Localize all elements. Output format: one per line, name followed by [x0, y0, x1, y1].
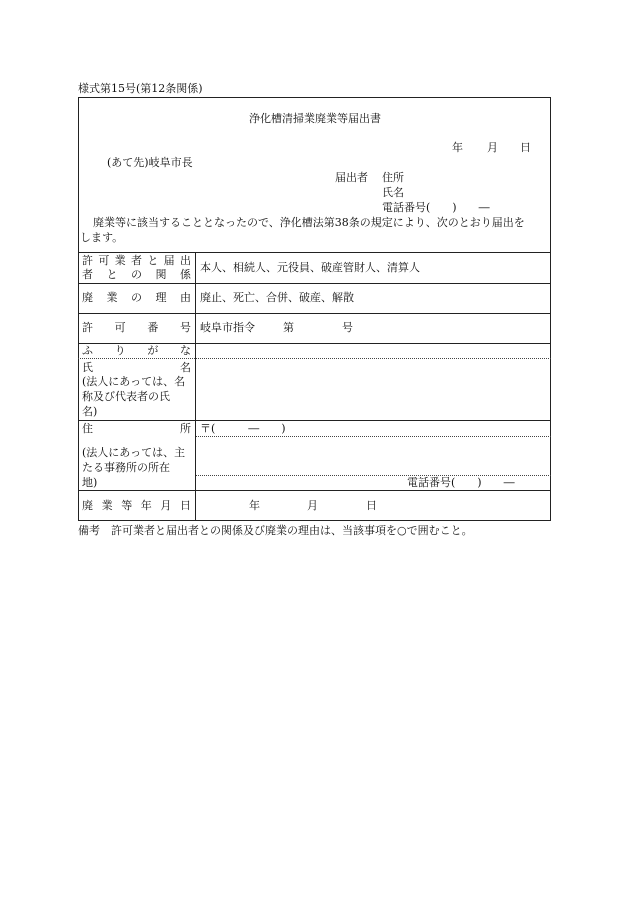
- relation-value: 本人、相続人、元役員、破産管財人、清算人: [200, 261, 420, 274]
- relation-label-line1-char: 許: [82, 254, 93, 267]
- date-label-char: 日: [179, 499, 191, 512]
- permit-label-char: 可: [114, 321, 126, 334]
- furigana-label: [82, 344, 191, 358]
- relation-label-line1-char: 届: [163, 254, 175, 267]
- applicant-phone-label: 電話番号( ) ―: [382, 201, 490, 214]
- date-label-char: 年: [140, 499, 152, 512]
- row-divider-name: [78, 420, 551, 421]
- name-field[interactable]: [200, 362, 545, 416]
- furigana-label-char: が: [147, 344, 159, 357]
- date-label-char: 等: [121, 499, 133, 512]
- relation-label-line2-char: の: [131, 268, 142, 281]
- remark-text: 備考 許可業者と届出者との関係及び廃業の理由は、当該事項を○で囲むこと。: [78, 524, 473, 537]
- name-label-sub2: 称及び代表者の氏: [82, 390, 170, 403]
- body-text-line2: します。: [80, 231, 124, 244]
- address-label: [82, 422, 191, 436]
- relation-label-line2-char: と: [106, 268, 118, 281]
- furigana-label-char: り: [114, 344, 126, 357]
- closure-date-day: 日: [366, 499, 377, 512]
- addressee: (あて先)岐阜市長: [107, 156, 193, 169]
- relation-label-line1-char: 業: [114, 254, 126, 267]
- relation-label-line1-char: と: [147, 254, 159, 267]
- permit-go: 号: [342, 321, 353, 334]
- reason-label-char: 業: [106, 291, 118, 304]
- furigana-label-char: な: [179, 344, 191, 357]
- applicant-address-label: 住所: [382, 171, 404, 184]
- reason-label-char: の: [131, 291, 142, 304]
- form-title: 浄化槽清掃業廃業等届出書: [249, 112, 381, 125]
- permit-label-char: 許: [82, 321, 93, 334]
- relation-label-line1-char: 可: [98, 254, 110, 267]
- applicant-name-label: 氏名: [382, 186, 404, 199]
- form-number: 様式第15号(第12条関係): [78, 82, 203, 95]
- closure-date-year: 年: [249, 499, 260, 512]
- furigana-field[interactable]: [200, 344, 545, 358]
- name-label-char: 氏: [82, 361, 93, 374]
- reason-value: 廃止、死亡、合併、破産、解散: [200, 291, 354, 304]
- permit-prefix: 岐阜市指令: [200, 321, 255, 334]
- address-label-sub1: (法人にあっては、主: [82, 446, 186, 459]
- applicant-label: 届出者: [335, 171, 368, 184]
- name-label: [82, 361, 191, 375]
- permit-dai: 第: [283, 321, 294, 334]
- closure-date-label: [82, 499, 191, 513]
- address-label-char: 所: [180, 422, 191, 435]
- label-column-divider: [195, 252, 196, 521]
- reason-label-char: 由: [180, 291, 191, 304]
- reason-label: [82, 291, 191, 305]
- relation-label-line1-char: 者: [130, 254, 142, 267]
- body-text-line1: 廃業等に該当することとなったので、浄化槽法第38条の規定により、次のとおり届出を: [93, 216, 525, 229]
- date-label-char: 廃: [82, 499, 93, 512]
- reason-label-char: 廃: [82, 291, 93, 304]
- relation-label-line1-char: 出: [179, 254, 191, 267]
- date-day-label: 日: [520, 141, 531, 154]
- name-label-char: 名: [180, 361, 191, 374]
- relation-label: [82, 254, 191, 282]
- row-divider-furigana: [78, 358, 551, 359]
- address-postal-divider: [196, 436, 551, 437]
- permit-label-char: 番: [147, 321, 159, 334]
- address-label-sub2: たる事務所の所在: [82, 461, 170, 474]
- address-label-sub3: 地): [82, 476, 98, 489]
- row-divider-relation: [78, 283, 551, 284]
- date-label-char: 月: [160, 499, 172, 512]
- relation-label-line2-char: 関: [155, 268, 167, 281]
- date-label-char: 業: [101, 499, 113, 512]
- address-phone-field[interactable]: 電話番号( ) ―: [407, 476, 515, 489]
- name-label-sub3: 名): [82, 405, 98, 418]
- row-divider-reason: [78, 313, 551, 314]
- postal-code-field[interactable]: 〒( ― ): [200, 422, 286, 435]
- reason-label-char: 理: [155, 291, 167, 304]
- table-top-line: [78, 252, 551, 253]
- furigana-label-char: ふ: [82, 344, 93, 357]
- name-label-sub1: (法人にあっては、名: [82, 375, 186, 388]
- relation-label-line2-char: 者: [82, 268, 93, 281]
- address-field[interactable]: [200, 439, 545, 473]
- closure-date-month: 月: [307, 499, 318, 512]
- row-divider-address: [78, 490, 551, 491]
- relation-label-line2-char: 係: [180, 268, 191, 281]
- address-label-char: 住: [82, 422, 93, 435]
- date-month-label: 月: [487, 141, 498, 154]
- permit-label-char: 号: [179, 321, 191, 334]
- date-year-label: 年: [452, 141, 463, 154]
- permit-number-label: [82, 321, 191, 335]
